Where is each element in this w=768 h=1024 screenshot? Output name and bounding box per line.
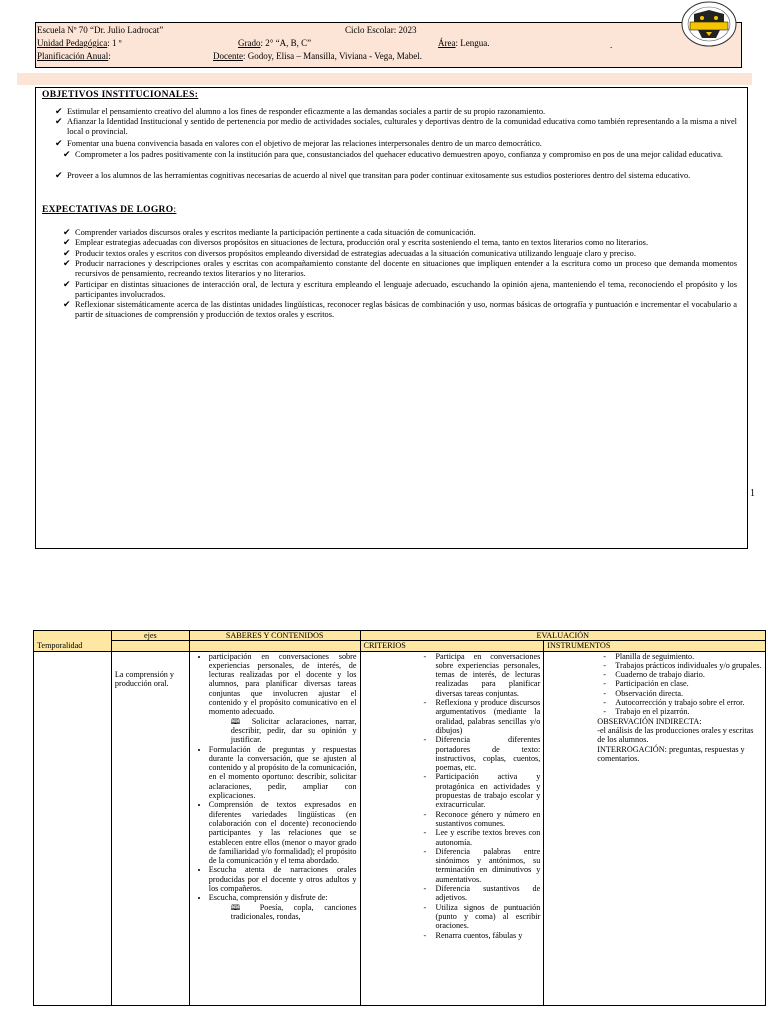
- objective-item: ✔ Afianzar la Identidad Institucional y sentido de pertenencia por medio de actividades sociales, culturales y deportivas dentro de la comunidad educativa como también representando a la misma a nivel local o provincial.: [55, 116, 737, 136]
- list-item: - Diferencia sustantivos de adjetivos.: [436, 884, 541, 903]
- interr-text: preguntas, respuestas y comentarios.: [597, 744, 745, 763]
- obs-title: OBSERVACIÓN INDIRECTA:: [597, 716, 702, 726]
- list-item: • Escucha, comprensión y disfrute de: 🕮 Poesía, copla, canciones tradicionales, rondas,: [209, 893, 357, 921]
- objective-item: ✔ Estimular el pensamiento creativo del alumno a los fines de responder eficazmente a las demandas sociales a partir de su propio razonamiento.: [55, 106, 546, 116]
- list-item: - Planilla de seguimiento.: [615, 652, 762, 661]
- list-item: - Utiliza signos de puntuación (punto y coma) al escribir oraciones.: [436, 903, 541, 931]
- expectation-item: ✔ Participar en distintas situaciones de interacción oral, de lectura y escritura empleando el lenguaje adecuado, escuchando la opinión ajena, manteniendo el tema, reconociendo el propósito y los participantes involucrados.: [63, 279, 737, 299]
- saberes-cell: [189, 651, 360, 1005]
- plan-row: [37, 51, 111, 61]
- checkmark-icon: ✔: [63, 279, 71, 289]
- table-subheader-row: [34, 641, 766, 651]
- expectations-title: EXPECTATIVAS DE LOGRO: [42, 205, 174, 215]
- objective-item: ✔ Fomentar una buena convivencia basada en valores con el objetivo de mejorar las relaciones interpersonales dentro de un marco democrático.: [55, 138, 542, 148]
- col-ejes: ejes: [111, 631, 189, 641]
- interr-title: INTERROGACIÓN:: [597, 744, 667, 754]
- unit-row: [37, 38, 122, 48]
- list-item: • Escucha atenta de narraciones orales producidas por el docente y otros adultos y los compañeros.: [209, 865, 357, 893]
- list-item: - Trabajos prácticos individuales y/o grupales.: [615, 661, 762, 670]
- ejes-spacer: [111, 641, 189, 651]
- list-item: - Reconoce género y número en sustantivos comunes.: [436, 810, 541, 829]
- checkmark-icon: ✔: [63, 258, 71, 268]
- expectation-item: ✔ Reflexionar sistemáticamente acerca de las distintas unidades lingüísticas, reconocer reglas básicas de combinación y uso, normas básicas de ortografía y puntuación e incrementar el vocabulario a partir de situaciones de comprensión y producción de textos orales y escritos.: [63, 299, 737, 319]
- book-icon: 🕮: [230, 716, 252, 726]
- list-item: - Cuaderno de trabajo diario.: [615, 670, 762, 679]
- col-evaluacion: EVALUACIÓN: [360, 631, 766, 641]
- col-instrumentos: INSTRUMENTOS: [544, 641, 766, 651]
- evaluation-table: [33, 630, 766, 1006]
- table-header-row: [34, 631, 766, 641]
- area-label: Área: [438, 38, 456, 48]
- grade-row: [238, 38, 311, 48]
- school-name: Escuela Nº 70 “Dr. Julio Ladrocat”: [37, 25, 164, 35]
- col-temporalidad: Temporalidad: [34, 631, 112, 652]
- grade-label: Grado: [238, 38, 261, 48]
- grade-value: : 2° “A, B, C”: [260, 38, 312, 48]
- list-item: - Lee y escribe textos breves con autonomía.: [436, 828, 541, 847]
- header-dot: .: [610, 40, 613, 50]
- school-seal: [680, 0, 738, 48]
- unit-label: Unidad Pedagógica: [37, 38, 108, 48]
- expectations-title-row: [42, 205, 176, 215]
- list-item: • Comprensión de textos expresados en diferentes variedades lingüísticas (en colaboración con el docente) reconociendo participantes y las relaciones que se establecen entre ellos (menor o mayor grado de familiaridad y/o formalidad); el propósito de la comunicación y el tema abordado.: [209, 800, 357, 865]
- eje-cell: [111, 651, 189, 1005]
- checkmark-icon: ✔: [63, 299, 71, 309]
- list-item: - Diferencia diferentes portadores de texto: instructivos, coplas, cuentos, poemas, etc.: [436, 735, 541, 772]
- saberes-list: [193, 652, 357, 922]
- checkmark-icon: ✔: [63, 248, 71, 258]
- list-item: - Participa en conversaciones sobre experiencias personales, temas de interés, de lecturas realizadas para planificar diversas tareas conjuntas.: [436, 652, 541, 698]
- obs-text: -el análisis de las producciones orales y escritas de los alumnos.: [597, 725, 754, 745]
- area-value: : Lengua.: [455, 38, 490, 48]
- checkmark-icon: ✔: [55, 106, 63, 116]
- page-number: 1: [750, 488, 755, 499]
- criterios-cell: [360, 651, 544, 1005]
- objective-item: ✔ Comprometer a los padres positivamente con la institución para que, consustanciados del quehacer educativo demuestren apoyo, confianza y compromiso en pos de una mejor calidad educativa.: [63, 149, 723, 159]
- saberes-spacer: [189, 641, 360, 651]
- unit-value: : 1 º: [107, 38, 122, 48]
- expectation-item: ✔ Producir textos orales y escritos con diversos propósitos empleando diversidad de estrategias adecuadas a la situación comunicativa utilizando lenguaje claro y preciso.: [63, 248, 636, 258]
- teacher-value: : Godoy, Elisa – Mansilla, Viviana - Vega, Mabel.: [242, 51, 422, 61]
- plan-label: Planificación Anual: [37, 51, 109, 61]
- list-item: - Autocorrección y trabajo sobre el error.: [615, 698, 762, 707]
- checkmark-icon: ✔: [55, 170, 63, 180]
- header-strip: [17, 73, 752, 85]
- list-item: • participación en conversaciones sobre experiencias personales, de interés, de lecturas realizadas por el docente y los alumnos, para planificar diversas tareas conjuntas que involucren ajustar el contenido y el propósito comunicativo en el momento adecuado. 🕮 Solicitar aclaraciones, narrar, describir, pedir, dar su opinión y justificar.: [209, 652, 357, 745]
- checkmark-icon: ✔: [55, 116, 63, 126]
- area-row: [438, 38, 490, 48]
- list-item: - Observación directa.: [615, 689, 762, 698]
- list-item: - Participación en clase.: [615, 679, 762, 688]
- table-row: [34, 651, 766, 1005]
- list-item: - Trabajo en el pizarrón.: [615, 707, 762, 716]
- eje-text: La comprensión y producción oral.: [114, 669, 175, 688]
- saberes-sub-item: 🕮 Solicitar aclaraciones, narrar, describir, pedir, dar su opinión y justificar.: [230, 716, 357, 745]
- instrumentos-list: [547, 652, 762, 717]
- objective-item: ✔ Proveer a los alumnos de las herramientas cognitivas necesarias de acuerdo al nivel que transitan para poder continuar exitosamente sus estudios posteriores dentro del sistema educativo.: [55, 170, 691, 180]
- teacher-row: [213, 51, 422, 61]
- checkmark-icon: ✔: [55, 138, 63, 148]
- expectation-item: ✔ Emplear estrategias adecuadas con diversos propósitos en situaciones de lectura, producción oral y escrita sosteniendo el tema, tanto en textos literarios como no literarios.: [63, 237, 649, 247]
- col-criterios: CRITERIOS: [360, 641, 544, 651]
- teacher-label: Docente: [213, 51, 243, 61]
- temporalidad-cell: [34, 651, 112, 1005]
- book-icon: 🕮: [230, 902, 260, 912]
- checkmark-icon: ✔: [63, 227, 71, 237]
- expectations-colon: :: [173, 205, 177, 215]
- list-item: - Renarra cuentos, fábulas y: [436, 931, 541, 940]
- plan-colon: :: [108, 51, 111, 61]
- school-cycle: Ciclo Escolar: 2023: [345, 25, 417, 35]
- objectives-title: OBJETIVOS INSTITUCIONALES:: [42, 90, 199, 100]
- list-item: • Formulación de preguntas y respuestas durante la conversación, que se ajusten al contenido y al propósito de la comunicación, en el momento oportuno: describir, solicitar aclaraciones, pedir, ampliar con explicaciones.: [209, 745, 357, 801]
- instrumentos-cell: [544, 651, 766, 1005]
- saberes-sub-item: 🕮 Poesía, copla, canciones tradicionales, rondas,: [230, 902, 357, 921]
- col-saberes: SABERES Y CONTENIDOS: [189, 631, 360, 641]
- expectation-item: ✔ Producir narraciones y descripciones orales y escritas con acompañamiento constante del docente en situaciones que impliquen entender a la escritura como un proceso que demanda momentos recursivos de pensamiento, recreando textos literarios y no literarios.: [63, 258, 737, 278]
- list-item: - Reflexiona y produce discursos argumentativos (mediante la oralidad, palabras sencillas y/o dibujos): [436, 698, 541, 735]
- list-item: - Participación activa y protagónica en actividades y propuestas de trabajo escolar y extracurricular.: [436, 772, 541, 809]
- checkmark-icon: ✔: [63, 237, 71, 247]
- checkmark-icon: ✔: [63, 149, 71, 159]
- interr-block: [547, 745, 762, 764]
- criterios-list: [364, 652, 541, 940]
- expectation-item: ✔ Comprender variados discursos orales y escritos mediante la participación pertinente a cada situación de comunicación.: [63, 227, 476, 237]
- list-item: - Diferencia palabras entre sinónimos y antónimos, su terminación en diminutivos y aumentativos.: [436, 847, 541, 884]
